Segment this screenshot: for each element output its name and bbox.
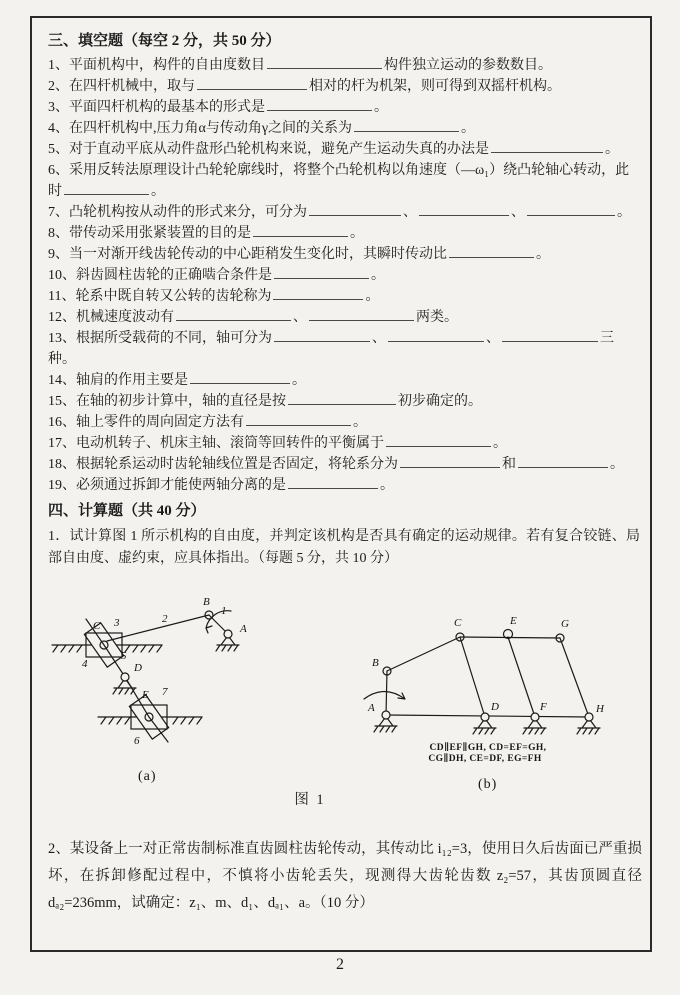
sub-caption-a: (a) [138, 769, 157, 784]
blank-underline [309, 202, 401, 216]
question-line [48, 454, 640, 475]
question-text: 9、当一对渐开线齿轮传动的中心距稍发生变化时，其瞬时传动比 [48, 247, 447, 262]
question-text: 。 [617, 205, 631, 220]
question-text: 。 [350, 226, 364, 241]
label-2: 2 [162, 613, 168, 625]
label-3: 3 [114, 617, 120, 629]
question-text: 10、斜齿圆柱齿轮的正确啮合条件是 [48, 268, 272, 283]
blank-underline [419, 202, 509, 216]
question-text: 16、轴上零件的周向固定方法有 [48, 415, 244, 430]
label-1: 1 [221, 605, 227, 617]
blank-underline [354, 118, 459, 132]
blank-underline [288, 475, 378, 489]
rotation-arrow [364, 692, 405, 700]
label-B: B [372, 657, 379, 669]
link-CD [460, 637, 485, 717]
question-line [48, 412, 640, 433]
question-text: 和 [502, 457, 516, 472]
question-text: 。 [371, 268, 385, 283]
question-text: 初步确定的。 [398, 394, 482, 409]
fixed-pivot-D-icon [113, 673, 136, 694]
blank-underline [274, 328, 370, 342]
blank-underline [491, 139, 603, 153]
question-text: 8、带传动采用张紧装置的目的是 [48, 226, 251, 241]
question-text: 17、电动机转子、机床主轴、滚筒等回转件的平衡属于 [48, 436, 384, 451]
question-line [48, 139, 640, 160]
blank-underline [386, 433, 491, 447]
mechanism-diagram-a [50, 592, 330, 792]
calc-question-2: 2、某设备上一对正常齿制标准直齿圆柱齿轮传动，其传动比 i₁₂=3，使用日久后齿面已严重损坏，在拆卸修配过程中，不慎将小齿轮丢失，现测得大齿轮齿数 z₂=57，其齿顶圆直径 dₐ₂=236mm，试确定：z₁、m、d₁、dₐ₁、a。（10 分） [48, 841, 642, 911]
label-C: C [93, 620, 101, 632]
question-line [48, 433, 640, 454]
question-text: 。 [461, 121, 476, 136]
label-E: E [510, 615, 517, 627]
blank-underline [197, 76, 307, 90]
question-text: 、 [511, 205, 525, 220]
question-line [48, 328, 640, 370]
label-7: 7 [162, 686, 168, 698]
link-EF [508, 637, 535, 717]
blank-underline [288, 391, 396, 405]
question-text: 11、轮系中既自转又公转的齿轮称为 [48, 289, 272, 304]
question-text: 14、轴肩的作用主要是 [48, 373, 188, 388]
question-text: 、 [403, 205, 417, 220]
mechanism-diagram-b [358, 598, 638, 798]
question-text: 7、凸轮机构按从动件的形式来分，可分为 [48, 205, 307, 220]
question-line [48, 307, 640, 328]
blank-underline [253, 223, 348, 237]
question-text: 6、采用反转法原理设计凸轮轮廓线时，将整个凸轮机构以角速度（—ω₁）绕凸轮轴心转动，此时 [48, 163, 630, 199]
section-fill-in-blanks [48, 30, 640, 496]
blank-underline [518, 454, 608, 468]
question-text: 1、平面机构中，构件的自由度数目 [48, 58, 265, 73]
blank-underline [449, 244, 534, 258]
calc-question-1: 1．试计算图 1 所示机构的自由度，并判定该机构是否具有确定的运动规律。若有复合铰链、局部自由度、虚约束，应具体指出。（每题 5 分，共 10 分） [48, 529, 640, 566]
question-text: 13、根据所受载荷的不同，轴可分为 [48, 331, 272, 346]
question-text: 。 [493, 436, 507, 451]
blank-underline [527, 202, 615, 216]
label-4: 4 [82, 658, 88, 670]
question-text: 18、根据轮系运动时齿轮轴线位置是否固定，将轮系分为 [48, 457, 398, 472]
question-text: 。 [605, 142, 619, 157]
figure-1-caption: 图 1 [294, 792, 326, 808]
blank-underline [190, 370, 290, 384]
blank-underline [273, 286, 363, 300]
link-AB [386, 671, 387, 715]
question-text: 2、在四杆机械中，取与 [48, 79, 195, 94]
page-number: 2 [336, 956, 344, 973]
question-text: 、 [372, 331, 386, 346]
section-calculation [48, 500, 640, 570]
question-text: 。 [292, 373, 306, 388]
fixed-pivot-A-icon [216, 630, 239, 651]
section4-title: 四、计算题（共 40 分） [48, 503, 206, 519]
question-text: 19、必须通过拆卸才能使两轴分离的是 [48, 478, 286, 493]
label-E: E [142, 689, 149, 701]
label-G: G [561, 618, 569, 630]
question-line [48, 475, 640, 496]
question-line [48, 244, 640, 265]
constraint-note-2: CG∥DH, CE=DF, EG=FH [428, 754, 542, 764]
question-line [48, 265, 640, 286]
question-line [48, 286, 640, 307]
label-D: D [491, 701, 499, 713]
blank-underline [267, 97, 372, 111]
question-text: 。 [536, 247, 550, 262]
question-text: 。 [365, 289, 380, 304]
figure-1-area [0, 590, 680, 795]
label-A: A [368, 702, 375, 714]
question-text: 5、对于直动平底从动件盘形凸轮机构来说，避免产生运动失真的办法是 [48, 142, 489, 157]
question-line [48, 118, 640, 139]
blank-underline [176, 307, 291, 321]
blank-underline [246, 412, 351, 426]
question-text: 4、在四杆机构中,压力角α与传动角γ之间的关系为 [48, 121, 353, 136]
blank-underline [400, 454, 500, 468]
label-C: C [454, 617, 462, 629]
question-text: 15、在轴的初步计算中，轴的直径是按 [48, 394, 286, 409]
label-D: D [134, 662, 142, 674]
question-text: 。 [353, 415, 367, 430]
question-line [48, 202, 640, 223]
question-text: 12、机械速度波动有 [48, 310, 174, 325]
question-line [48, 97, 640, 118]
question-text: 。 [610, 457, 624, 472]
question-line [48, 223, 640, 244]
question-line [48, 76, 640, 97]
question-text: 构件独立运动的参数数目。 [384, 58, 552, 73]
question-line [48, 391, 640, 412]
question-line [48, 370, 640, 391]
label-B: B [203, 596, 210, 608]
question-text: 相对的杆为机架，则可得到双摇杆机构。 [309, 79, 561, 94]
link-2 [107, 615, 209, 641]
blank-underline [388, 328, 484, 342]
section3-title: 三、填空题（每空 2 分，共 50 分） [48, 33, 281, 49]
fixed-pivot-A-icon [374, 711, 397, 732]
label-A: A [240, 623, 247, 635]
label-6: 6 [134, 735, 140, 747]
question-text: 。 [374, 100, 388, 115]
constraint-note-1: CD∥EF∥GH, CD=EF=GH, [429, 743, 547, 753]
link-BC [387, 637, 460, 671]
blank-underline [64, 181, 149, 195]
question-line [48, 55, 640, 76]
label-F: F [540, 701, 547, 713]
question-text: 、 [486, 331, 500, 346]
question-text: 。 [151, 184, 165, 199]
blank-underline [267, 55, 382, 69]
label-5: 5 [121, 650, 127, 662]
links [364, 637, 589, 717]
question-text: 三种。 [48, 331, 614, 367]
question-text: 。 [380, 478, 394, 493]
question-text: 3、平面四杆机构的最基本的形式是 [48, 100, 265, 115]
fixed-pivot-H-icon [577, 713, 600, 734]
blank-underline [274, 265, 369, 279]
sub-caption-b: (b) [478, 777, 498, 792]
question-line [48, 160, 640, 202]
link-GH [560, 638, 589, 717]
blank-underline [309, 307, 414, 321]
question-text: 两类。 [416, 310, 458, 325]
question-text: 、 [293, 310, 307, 325]
blank-underline [502, 328, 598, 342]
label-H: H [596, 703, 604, 715]
